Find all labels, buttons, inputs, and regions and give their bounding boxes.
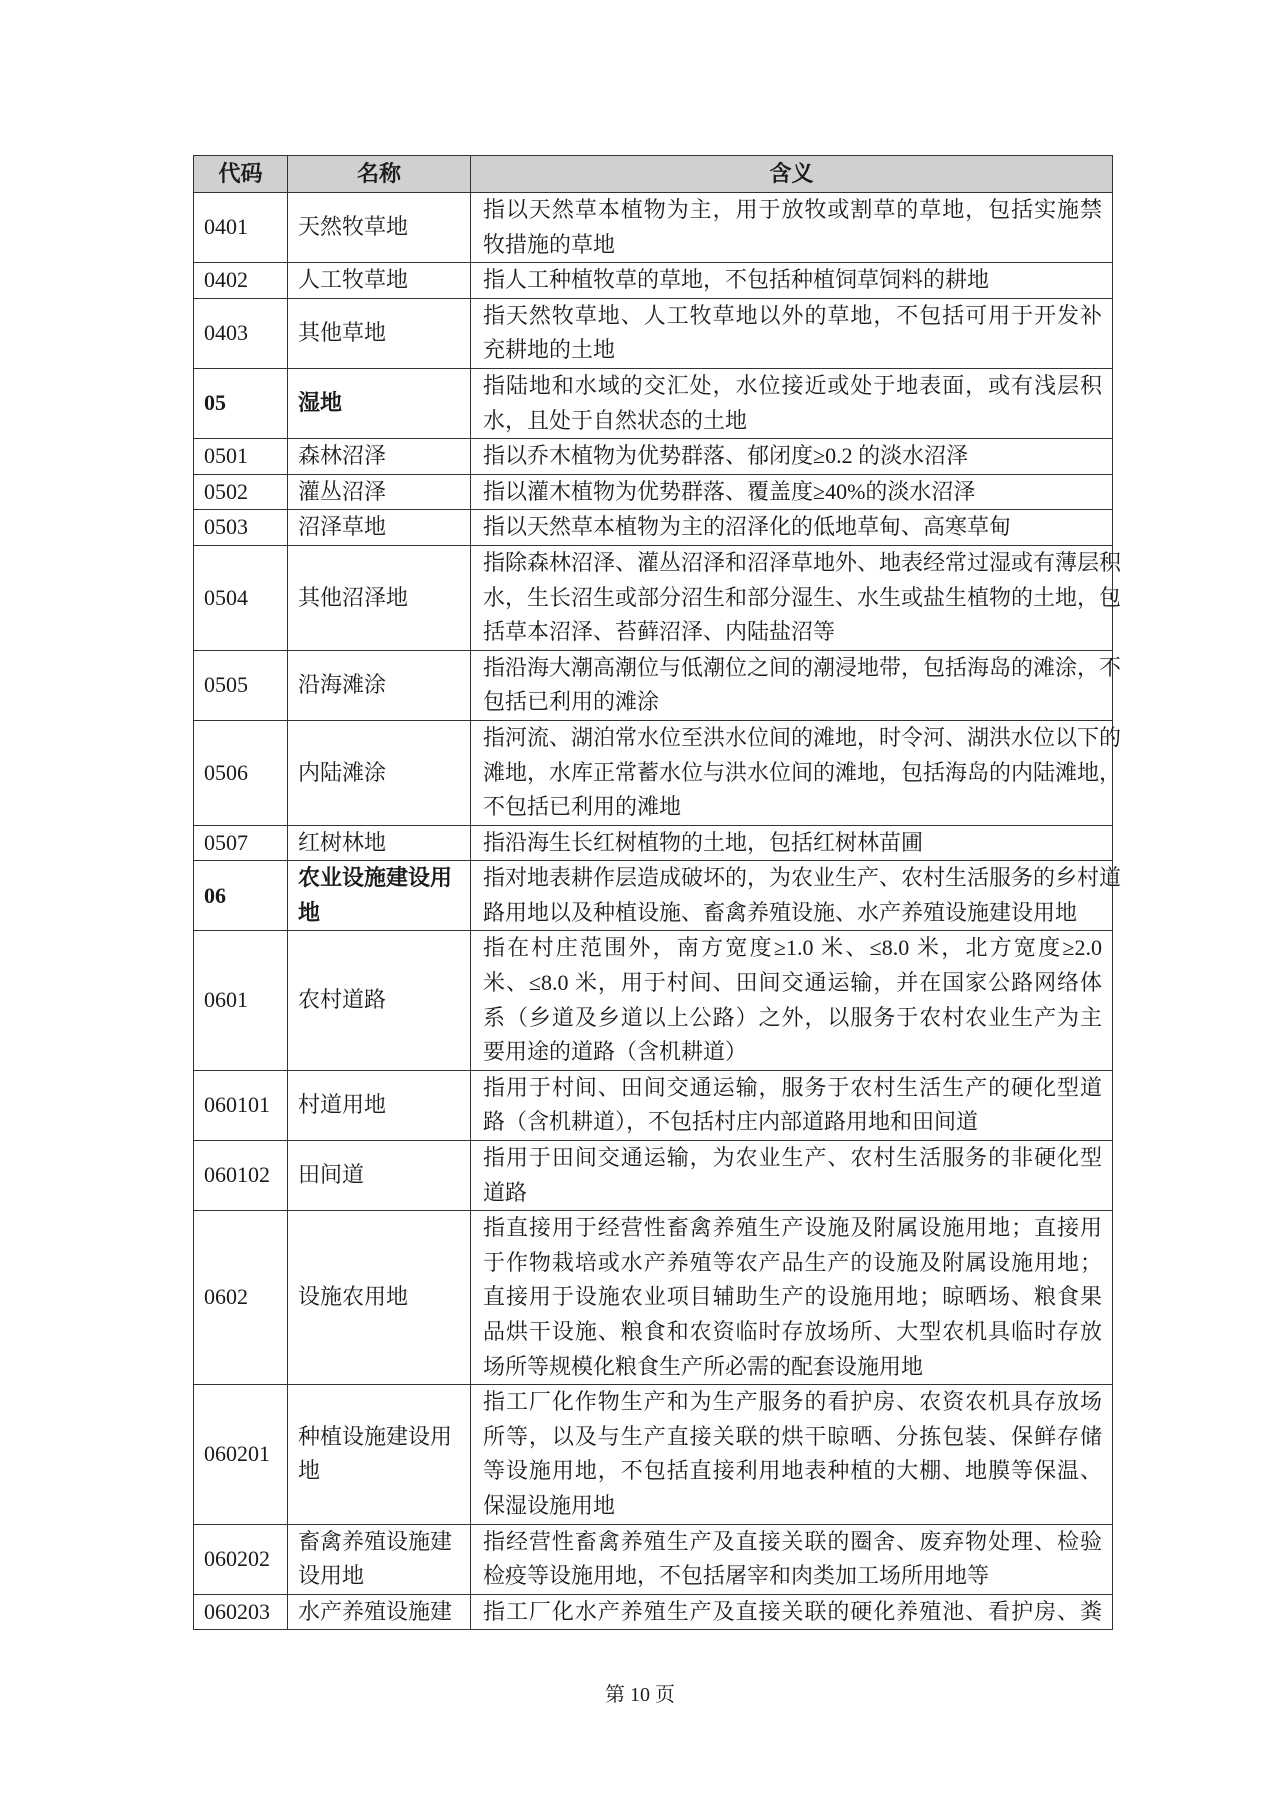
header-name: 名称 <box>288 156 471 193</box>
cell-meaning <box>471 263 1113 299</box>
table-row <box>194 193 1113 263</box>
cell-code: 0503 <box>194 510 288 546</box>
meaning-line: 保湿设施用地 <box>483 1492 616 1518</box>
meaning-line: 牧措施的草地 <box>483 231 616 257</box>
name-line: 设用地 <box>298 1563 365 1589</box>
meaning-line: 指河流、湖泊常水位至洪水位间的滩地，时令河、湖洪水位以下的 <box>483 724 1122 750</box>
table-row <box>194 1524 1113 1594</box>
meaning-line: 指以天然草本植物为主，用于放牧或割草的草地，包括实施禁 <box>483 197 1102 222</box>
cell-code: 060203 <box>194 1594 288 1630</box>
cell-code: 060102 <box>194 1141 288 1211</box>
table-row <box>194 545 1113 650</box>
name-line: 农村道路 <box>298 987 387 1013</box>
table-row <box>194 263 1113 299</box>
table-row <box>194 861 1113 931</box>
cell-meaning <box>471 298 1113 368</box>
name-line: 森林沼泽 <box>298 443 387 469</box>
name-line: 其他草地 <box>298 320 387 346</box>
cell-meaning <box>471 1385 1113 1524</box>
cell-code: 060202 <box>194 1524 288 1594</box>
table-row <box>194 825 1113 861</box>
name-line: 农业设施建设用 <box>298 865 453 891</box>
meaning-line: 指直接用于经营性畜禽养殖生产设施及附属设施用地；直接用 <box>483 1215 1102 1241</box>
table-row <box>194 510 1113 546</box>
land-classification-table <box>193 155 1122 1630</box>
name-line: 田间道 <box>298 1162 365 1188</box>
cell-meaning <box>471 861 1122 931</box>
table-row <box>194 1594 1113 1630</box>
cell-code: 06 <box>194 861 288 931</box>
cell-name <box>288 368 471 438</box>
cell-meaning <box>471 474 1113 510</box>
cell-name <box>288 298 471 368</box>
cell-name <box>288 1211 471 1385</box>
name-line: 地 <box>298 1458 321 1484</box>
name-line: 设施农用地 <box>298 1284 409 1310</box>
meaning-line: 检疫等设施用地，不包括屠宰和肉类加工场所用地等 <box>483 1563 990 1589</box>
meaning-line: 指工厂化水产养殖生产及直接关联的硬化养殖池、看护房、粪 <box>483 1598 1102 1624</box>
cell-meaning <box>471 1594 1113 1630</box>
meaning-line: 品烘干设施、粮食和农资临时存放场所、大型农机具临时存放 <box>483 1319 1102 1344</box>
cell-name <box>288 1385 471 1524</box>
name-line: 村道用地 <box>298 1092 387 1118</box>
cell-meaning <box>471 1141 1113 1211</box>
meaning-line: 括草本沼泽、苔藓沼泽、内陆盐沼等 <box>483 619 836 645</box>
table-row <box>194 439 1113 475</box>
header-meaning: 含义 <box>471 156 1113 193</box>
meaning-line: 指除森林沼泽、灌丛沼泽和沼泽草地外、地表经常过湿或有薄层积 <box>483 549 1122 575</box>
table-row <box>194 474 1113 510</box>
meaning-line: 于作物栽培或水产养殖等农产品生产的设施及附属设施用地； <box>483 1249 1102 1275</box>
cell-meaning <box>471 650 1122 720</box>
meaning-line: 所等，以及与生产直接关联的烘干晾晒、分拣包装、保鲜存储 <box>483 1423 1102 1449</box>
cell-name <box>288 720 471 825</box>
cell-name <box>288 1141 471 1211</box>
name-line: 地 <box>298 899 321 925</box>
cell-meaning <box>471 510 1113 546</box>
table-row <box>194 1385 1113 1524</box>
meaning-line: 米、≤8.0 米，用于村间、田间交通运输，并在国家公路网络体 <box>483 970 1102 996</box>
cell-meaning <box>471 545 1122 650</box>
cell-code: 0506 <box>194 720 288 825</box>
meaning-line: 指陆地和水域的交汇处，水位接近或处于地表面，或有浅层积 <box>483 372 1102 398</box>
meaning-line: 指用于田间交通运输，为农业生产、农村生活服务的非硬化型 <box>483 1145 1102 1171</box>
meaning-line: 指天然牧草地、人工牧草地以外的草地，不包括可用于开发补 <box>483 302 1102 328</box>
meaning-line: 包括已利用的滩涂 <box>483 689 660 715</box>
cell-meaning <box>471 931 1113 1070</box>
cell-code: 0505 <box>194 650 288 720</box>
cell-code: 0401 <box>194 193 288 263</box>
table-row <box>194 298 1113 368</box>
name-line: 灌丛沼泽 <box>298 478 387 504</box>
cell-meaning <box>471 825 1113 861</box>
name-line: 内陆滩涂 <box>298 759 387 785</box>
name-line: 人工牧草地 <box>298 267 409 293</box>
meaning-line: 指人工种植牧草的草地，不包括种植饲草饲料的耕地 <box>483 267 990 293</box>
meaning-line: 指以灌木植物为优势群落、覆盖度≥40%的淡水沼泽 <box>483 478 976 504</box>
cell-code: 0502 <box>194 474 288 510</box>
meaning-line: 指工厂化作物生产和为生产服务的看护房、农资农机具存放场 <box>483 1389 1102 1415</box>
meaning-line: 水，生长沼生或部分沼生和部分湿生、水生或盐生植物的土地，包 <box>483 584 1122 610</box>
table-row <box>194 1070 1113 1140</box>
meaning-line: 指沿海大潮高潮位与低潮位之间的潮浸地带，包括海岛的滩涂，不 <box>483 654 1122 680</box>
cell-name <box>288 439 471 475</box>
cell-code: 0601 <box>194 931 288 1070</box>
meaning-line: 充耕地的土地 <box>483 337 616 363</box>
cell-code: 0403 <box>194 298 288 368</box>
name-line: 沼泽草地 <box>298 514 387 540</box>
cell-meaning <box>471 720 1122 825</box>
cell-name <box>288 861 471 931</box>
name-line: 水产养殖设施建 <box>298 1598 453 1624</box>
cell-meaning <box>471 1211 1113 1385</box>
cell-name <box>288 474 471 510</box>
meaning-line: 指对地表耕作层造成破坏的，为农业生产、农村生活服务的乡村道 <box>483 865 1122 891</box>
cell-name <box>288 545 471 650</box>
meaning-line: 路用地以及种植设施、畜禽养殖设施、水产养殖设施建设用地 <box>483 899 1078 925</box>
table-row <box>194 650 1113 720</box>
name-line: 红树林地 <box>298 829 387 855</box>
meaning-line: 场所等规模化粮食生产所必需的配套设施用地 <box>483 1353 924 1379</box>
name-line: 天然牧草地 <box>298 214 409 240</box>
cell-code: 0504 <box>194 545 288 650</box>
meaning-line: 道路 <box>483 1179 528 1205</box>
cell-name <box>288 1524 471 1594</box>
cell-name <box>288 263 471 299</box>
cell-meaning <box>471 193 1113 263</box>
cell-code: 0501 <box>194 439 288 475</box>
table-header-row <box>194 156 1113 193</box>
table-row <box>194 931 1113 1070</box>
meaning-line: 不包括已利用的滩地 <box>483 794 682 820</box>
meaning-line: 指用于村间、田间交通运输，服务于农村生活生产的硬化型道 <box>483 1074 1102 1100</box>
name-line: 湿地 <box>298 390 343 416</box>
table-row <box>194 1211 1113 1385</box>
cell-code: 0507 <box>194 825 288 861</box>
meaning-line: 等设施用地，不包括直接利用地表种植的大棚、地膜等保温、 <box>483 1458 1102 1484</box>
cell-code: 060101 <box>194 1070 288 1140</box>
meaning-line: 指经营性畜禽养殖生产及直接关联的圈舍、废弃物处理、检验 <box>483 1528 1102 1554</box>
name-line: 种植设施建设用 <box>298 1423 453 1449</box>
meaning-line: 要用途的道路（含机耕道） <box>483 1039 748 1065</box>
meaning-line: 路（含机耕道），不包括村庄内部道路用地和田间道 <box>483 1109 979 1135</box>
meaning-line: 滩地，水库正常蓄水位与洪水位间的滩地，包括海岛的内陆滩地， <box>483 759 1122 785</box>
cell-meaning <box>471 1070 1113 1140</box>
name-line: 沿海滩涂 <box>298 672 387 698</box>
cell-meaning <box>471 1524 1113 1594</box>
name-line: 畜禽养殖设施建 <box>298 1528 453 1554</box>
meaning-line: 指在村庄范围外，南方宽度≥1.0 米、≤8.0 米，北方宽度≥2.0 <box>483 935 1102 961</box>
cell-code: 060201 <box>194 1385 288 1524</box>
cell-name <box>288 825 471 861</box>
cell-name <box>288 931 471 1070</box>
meaning-line: 直接用于设施农业项目辅助生产的设施用地；晾晒场、粮食果 <box>483 1284 1102 1310</box>
cell-code: 0402 <box>194 263 288 299</box>
cell-name <box>288 1594 471 1630</box>
cell-name <box>288 1070 471 1140</box>
name-line: 其他沼泽地 <box>298 584 409 610</box>
table-row <box>194 720 1113 825</box>
meaning-line: 系（乡道及乡道以上公路）之外，以服务于农村农业生产为主 <box>483 1004 1102 1030</box>
cell-code: 0602 <box>194 1211 288 1385</box>
cell-meaning <box>471 368 1113 438</box>
table-row <box>194 1141 1113 1211</box>
cell-code: 05 <box>194 368 288 438</box>
page-number: 第 10 页 <box>605 1684 675 1706</box>
meaning-line: 指以天然草本植物为主的沼泽化的低地草甸、高寒草甸 <box>483 514 1012 540</box>
header-code: 代码 <box>194 156 288 193</box>
cell-name <box>288 650 471 720</box>
cell-meaning <box>471 439 1113 475</box>
meaning-line: 指以乔木植物为优势群落、郁闭度≥0.2 的淡水沼泽 <box>483 443 969 469</box>
meaning-line: 指沿海生长红树植物的土地，包括红树林苗圃 <box>483 829 924 855</box>
cell-name <box>288 510 471 546</box>
meaning-line: 水，且处于自然状态的土地 <box>483 407 748 433</box>
cell-name <box>288 193 471 263</box>
table-row <box>194 368 1113 438</box>
